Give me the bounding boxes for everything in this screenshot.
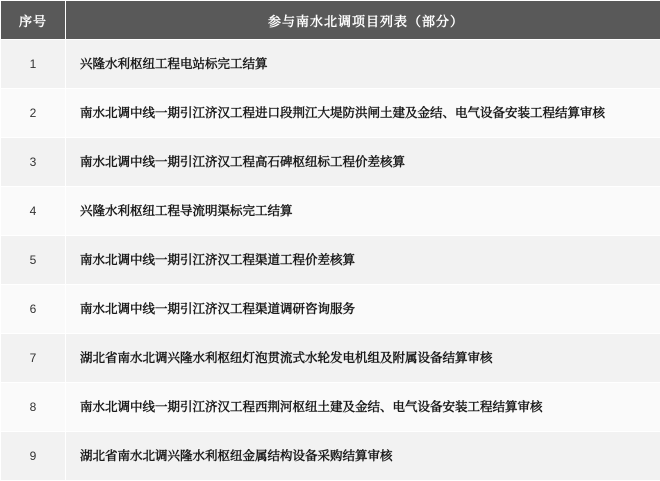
table-row [1, 89, 660, 138]
column-header-name: 参与南水北调项目列表（部分） [66, 1, 660, 40]
row-project-name: 兴隆水利枢纽工程电站标完工结算 [66, 40, 660, 89]
row-index: 7 [1, 334, 66, 383]
row-index: 9 [1, 432, 66, 481]
table-row [1, 432, 660, 481]
row-project-name: 南水北调中线一期引江济汉工程高石碑枢纽标工程价差核算 [66, 138, 660, 187]
row-project-name: 南水北调中线一期引江济汉工程进口段荆江大堤防洪闸土建及金结、电气设备安装工程结算审核 [66, 89, 660, 138]
row-index: 6 [1, 285, 66, 334]
table-row [1, 40, 660, 89]
row-index: 4 [1, 187, 66, 236]
row-project-name: 南水北调中线一期引江济汉工程西荆河枢纽土建及金结、电气设备安装工程结算审核 [66, 383, 660, 432]
row-index: 1 [1, 40, 66, 89]
row-index: 8 [1, 383, 66, 432]
table-row [1, 334, 660, 383]
row-index: 2 [1, 89, 66, 138]
row-index: 3 [1, 138, 66, 187]
table-row [1, 187, 660, 236]
table-header-row [1, 1, 660, 40]
row-project-name: 湖北省南水北调兴隆水利枢纽金属结构设备采购结算审核 [66, 432, 660, 481]
table-row [1, 383, 660, 432]
row-project-name: 南水北调中线一期引江济汉工程渠道工程价差核算 [66, 236, 660, 285]
table-row [1, 236, 660, 285]
table-body [1, 40, 660, 481]
table-header [1, 1, 660, 40]
table-row [1, 285, 660, 334]
row-project-name: 南水北调中线一期引江济汉工程渠道调研咨询服务 [66, 285, 660, 334]
row-project-name: 湖北省南水北调兴隆水利枢纽灯泡贯流式水轮发电机组及附属设备结算审核 [66, 334, 660, 383]
table-row [1, 138, 660, 187]
row-project-name: 兴隆水利枢纽工程导流明渠标完工结算 [66, 187, 660, 236]
column-header-index: 序号 [1, 1, 66, 40]
row-index: 5 [1, 236, 66, 285]
